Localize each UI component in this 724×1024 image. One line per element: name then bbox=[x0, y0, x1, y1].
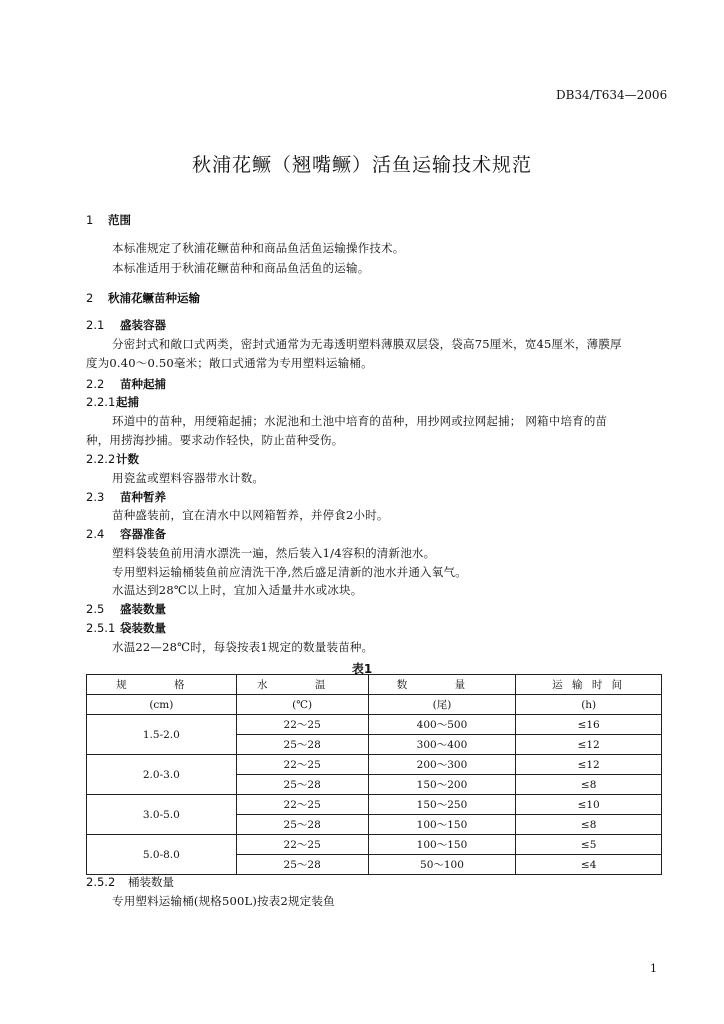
section-title: 起捕 bbox=[116, 395, 139, 409]
paragraph: 种，用捞海抄捕。要求动作轻快，防止苗种受伤。 bbox=[86, 433, 344, 447]
table-cell: ≤8 bbox=[516, 815, 662, 835]
section-title: 范围 bbox=[108, 213, 131, 227]
table-row bbox=[87, 835, 662, 855]
table-unit-cell: (h) bbox=[516, 695, 662, 715]
table-caption: 表1 bbox=[351, 662, 373, 676]
section-2-heading bbox=[86, 290, 200, 306]
table-unit-cell: (尾) bbox=[368, 695, 516, 715]
section-number: 2 bbox=[86, 291, 94, 305]
table-header-cell: 水 温 bbox=[236, 675, 368, 695]
table-header-row bbox=[87, 675, 662, 695]
table-header-cell: 规 格 bbox=[87, 675, 237, 695]
table-cell: 22～25 bbox=[236, 755, 368, 775]
table-cell: ≤16 bbox=[516, 715, 662, 735]
table-cell: 50～100 bbox=[368, 855, 516, 875]
table-cell: 150～200 bbox=[368, 775, 516, 795]
table-cell: 300～400 bbox=[368, 735, 516, 755]
section-title: 容器准备 bbox=[120, 527, 166, 541]
section-title: 苗种起捕 bbox=[120, 377, 166, 391]
table-cell: 25～28 bbox=[236, 855, 368, 875]
table-cell: 400～500 bbox=[368, 715, 516, 735]
table-row bbox=[87, 795, 662, 815]
table-cell-size: 5.0-8.0 bbox=[87, 835, 237, 875]
table-unit-cell: (℃) bbox=[236, 695, 368, 715]
section-title: 盛装容器 bbox=[120, 318, 166, 332]
table-row bbox=[87, 755, 662, 775]
section-number: 2.5.1 bbox=[86, 621, 116, 635]
table-cell: 25～28 bbox=[236, 735, 368, 755]
section-title: 计数 bbox=[116, 452, 139, 466]
section-2-2-2-heading bbox=[86, 451, 139, 467]
standard-code: DB34/T634—2006 bbox=[556, 88, 668, 102]
section-number: 2.1 bbox=[86, 318, 105, 332]
section-title: 秋浦花鳜苗种运输 bbox=[108, 291, 200, 305]
table-cell-size: 1.5-2.0 bbox=[87, 715, 237, 755]
paragraph: 专用塑料运输桶装鱼前应清洗干净,然后盛足清新的池水并通入氧气。 bbox=[112, 565, 467, 579]
table-cell: ≤12 bbox=[516, 755, 662, 775]
table-row bbox=[87, 715, 662, 735]
section-2-2-1-heading bbox=[86, 394, 139, 410]
table-cell-size: 3.0-5.0 bbox=[87, 795, 237, 835]
paragraph: 用瓷盆或塑料容器带水计数。 bbox=[112, 471, 265, 485]
table-cell: 100～150 bbox=[368, 835, 516, 855]
paragraph: 专用塑料运输桶(规格500L)按表2规定装鱼 bbox=[112, 894, 335, 908]
paragraph: 水温22—28℃时，每袋按表1规定的数量装苗种。 bbox=[112, 640, 374, 654]
section-1-heading bbox=[86, 212, 131, 228]
paragraph: 塑料袋装鱼前用清水漂洗一遍，然后装入1/4容积的清新池水。 bbox=[112, 546, 436, 560]
table-cell: ≤4 bbox=[516, 855, 662, 875]
section-title: 桶装数量 bbox=[128, 875, 174, 889]
section-number: 2.2.2 bbox=[86, 452, 116, 466]
paragraph: 苗种盛装前，宜在清水中以网箱暂养，并停食2小时。 bbox=[112, 508, 389, 522]
page-number: 1 bbox=[650, 962, 657, 975]
section-2-1-heading bbox=[86, 317, 166, 333]
table-cell: 22～25 bbox=[236, 715, 368, 735]
table-header-cell: 数 量 bbox=[368, 675, 516, 695]
table-unit-cell: (cm) bbox=[87, 695, 237, 715]
table-cell: ≤5 bbox=[516, 835, 662, 855]
table-cell: ≤8 bbox=[516, 775, 662, 795]
table-1 bbox=[86, 674, 662, 875]
paragraph: 水温达到28℃以上时，宜加入适量井水或冰块。 bbox=[112, 583, 363, 597]
document-title: 秋浦花鳜（翘嘴鳜）活鱼运输技术规范 bbox=[191, 154, 532, 176]
table-cell: 200～300 bbox=[368, 755, 516, 775]
section-number: 2.2.1 bbox=[86, 395, 116, 409]
section-2-4-heading bbox=[86, 526, 166, 542]
paragraph: 分密封式和敞口式两类，密封式通常为无毒透明塑料薄膜双层袋，袋高75厘米，宽45厘米，薄膜厚 bbox=[112, 337, 622, 351]
section-number: 2.4 bbox=[86, 527, 105, 541]
section-title: 盛装数量 bbox=[120, 602, 166, 616]
table-cell: ≤10 bbox=[516, 795, 662, 815]
section-2-5-2-heading bbox=[86, 874, 174, 890]
section-2-5-heading bbox=[86, 601, 166, 617]
table-cell: 25～28 bbox=[236, 815, 368, 835]
section-2-3-heading bbox=[86, 489, 166, 505]
paragraph: 度为0.40～0.50毫米；敞口式通常为专用塑料运输桶。 bbox=[86, 356, 373, 370]
section-number: 2.5 bbox=[86, 602, 105, 616]
table-unit-row bbox=[87, 695, 662, 715]
section-number: 2.5.2 bbox=[86, 875, 116, 889]
paragraph: 本标准适用于秋浦花鳜苗种和商品鱼活鱼的运输。 bbox=[112, 261, 370, 275]
paragraph: 环道中的苗种，用绠箱起捕；水泥池和土池中培育的苗种，用抄网或拉网起捕； 网箱中培育的苗 bbox=[112, 414, 608, 428]
table-cell: 22～25 bbox=[236, 835, 368, 855]
section-2-2-heading bbox=[86, 376, 166, 392]
section-number: 2.3 bbox=[86, 490, 105, 504]
section-2-5-1-heading bbox=[86, 620, 166, 636]
section-number: 1 bbox=[86, 213, 94, 227]
section-title: 袋装数量 bbox=[120, 621, 166, 635]
paragraph: 本标准规定了秋浦花鳜苗种和商品鱼活鱼运输操作技术。 bbox=[112, 241, 405, 255]
table-cell: 150～250 bbox=[368, 795, 516, 815]
table-cell: 22～25 bbox=[236, 795, 368, 815]
table-cell: ≤12 bbox=[516, 735, 662, 755]
table-cell-size: 2.0-3.0 bbox=[87, 755, 237, 795]
table-cell: 100～150 bbox=[368, 815, 516, 835]
section-number: 2.2 bbox=[86, 377, 105, 391]
table-cell: 25～28 bbox=[236, 775, 368, 795]
section-title: 苗种暂养 bbox=[120, 490, 166, 504]
table-header-cell: 运 输 时 间 bbox=[516, 675, 662, 695]
